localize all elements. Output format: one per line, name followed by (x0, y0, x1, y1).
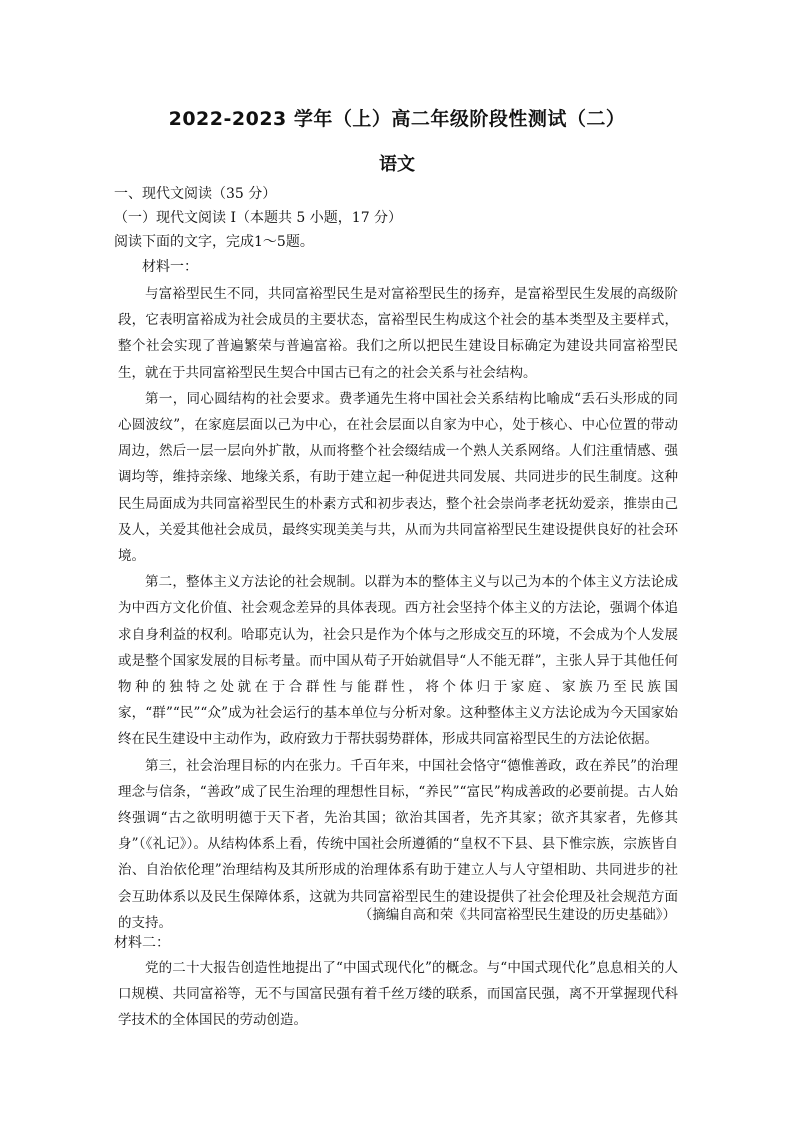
sub-section-heading: （一）现代文阅读 I（本题共 5 小题，17 分） (114, 210, 403, 226)
material1-source: （摘编自高和荣《共同富裕型民生建设的历史基础》） (358, 907, 676, 923)
material2-body (118, 955, 678, 1034)
material1-body (118, 281, 678, 936)
page-title: 2022-2023 学年（上）高二年级阶段性测试（二） (168, 108, 626, 130)
paragraph: 第一，同心圆结构的社会要求。费孝通先生将中国社会关系结构比喻成“丢石头形成的同心圆波纹”，在家庭层面以己为中心，在社会层面以自家为中心，处于核心、中心位置的带动周边，然后一层一层向外扩散，从而将整个社会缀结成一个熟人关系网络。人们注重情感、强调均等，维持亲缘、地缘关系，有助于建立起一种促进共同发展、共同进步的民生制度。这种民生局面成为共同富裕型民生的朴素方式和初步表达，整个社会崇尚孝老抚幼爱亲，推崇由己及人，关爱其他社会成员，最终实现美美与共，从而为共同富裕型民生建设提供良好的社会环境。 (118, 390, 678, 565)
subject-title: 语文 (379, 154, 415, 175)
material1-label: 材料一： (142, 259, 198, 275)
section-heading: 一、现代文阅读（35 分） (114, 186, 277, 202)
paragraph: 第三，社会治理目标的内在张力。千百年来，中国社会恪守“德惟善政，政在养民”的治理理念与信条，“善政”成了民生治理的理想性目标，“养民”“富民”构成善政的必要前提。古人始终强调“古之欲明明德于天下者，先治其国；欲治其国者，先齐其家；欲齐其家者，先修其身”（《礼记》）。从结构体系上看，传统中国社会所遵循的“皇权不下县、县下惟宗族，宗族皆自治、自治依伦理”治理结构及其所形成的治理体系有助于建立人与人守望相助、共同进步的社会互助体系以及民生保障体系，这就为共同富裕型民生的建设提供了社会伦理及社会规范方面的支持。 (118, 757, 678, 931)
paragraph: 党的二十大报告创造性地提出了“中国式现代化”的概念。与“中国式现代化”息息相关的人口规模、共同富裕等，无不与国富民强有着千丝万缕的联系，而国富民强，离不开掌握现代科学技术的全体国民的劳动创造。 (118, 960, 678, 1029)
instruction-text: 阅读下面的文字，完成1～5题。 (114, 234, 314, 250)
material2-label: 材料二： (114, 935, 170, 951)
paragraph: 第二，整体主义方法论的社会规制。以群为本的整体主义与以己为本的个体主义方法论成为中西方文化价值、社会观念差异的具体表现。西方社会坚持个体主义的方法论，强调个体追求自身利益的权利。哈耶克认为，社会只是作为个体与之形成交互的环境，不会成为个人发展或是整个国家发展的目标考量。而中国从荀子开始就倡导“人不能无群”，主张人异于其他任何物种的独特之处就在于合群性与能群性，将个体归于家庭、家族乃至民族国家，“群”“民”“众”成为社会运行的基本单位与分析对象。这种整体主义方法论成为今天国家始终在民生建设中主动作为，政府致力于帮扶弱势群体，形成共同富裕型民生的方法论依据。 (118, 574, 678, 748)
paragraph: 与富裕型民生不同，共同富裕型民生是对富裕型民生的扬弃，是富裕型民生发展的高级阶段，它表明富裕成为社会成员的主要状态，富裕型民生构成这个社会的基本类型及主要样式，整个社会实现了普遍繁荣与普遍富裕。我们之所以把民生建设目标确定为建设共同富裕型民生，就在于共同富裕型民生契合中国古已有之的社会关系与社会结构。 (118, 286, 678, 381)
